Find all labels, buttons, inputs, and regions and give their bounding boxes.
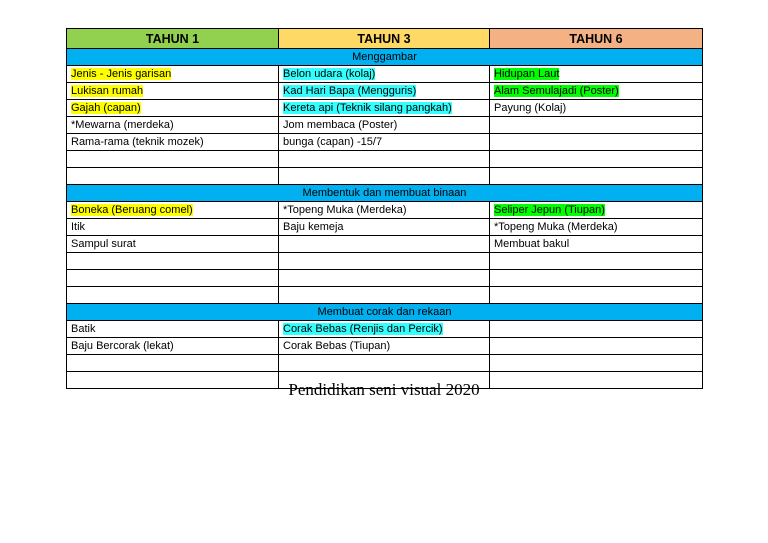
cell — [67, 66, 279, 83]
cell — [67, 270, 279, 287]
table-row — [67, 270, 703, 287]
cell — [67, 168, 279, 185]
cell-text: Alam Semulajadi (Poster) — [494, 85, 619, 97]
table-row — [67, 134, 703, 151]
cell — [279, 83, 490, 100]
cell — [490, 83, 703, 100]
cell-text: Seliper Jepun (Tiupan) — [494, 204, 605, 216]
cell-text: Corak Bebas (Renjis dan Percik) — [283, 323, 443, 335]
table-row — [67, 66, 703, 83]
cell — [67, 253, 279, 270]
cell: Baju Bercorak (lekat) — [67, 338, 279, 355]
lesson-plan-table — [66, 28, 703, 389]
section-title-membuat-corak: Membuat corak dan rekaan — [67, 304, 703, 321]
cell: *Topeng Muka (Merdeka) — [279, 202, 490, 219]
table-row — [67, 100, 703, 117]
cell: Jom membaca (Poster) — [279, 117, 490, 134]
cell — [490, 253, 703, 270]
cell — [67, 287, 279, 304]
table-row — [67, 236, 703, 253]
section-title-membentuk: Membentuk dan membuat binaan — [67, 185, 703, 202]
cell — [490, 134, 703, 151]
cell: Batik — [67, 321, 279, 338]
cell — [67, 100, 279, 117]
table-row — [67, 321, 703, 338]
table-row — [67, 168, 703, 185]
cell — [490, 151, 703, 168]
cell — [279, 355, 490, 372]
table-row — [67, 219, 703, 236]
cell — [490, 117, 703, 134]
cell — [490, 355, 703, 372]
cell — [67, 202, 279, 219]
cell-text: Belon udara (kolaj) — [283, 68, 376, 80]
cell: Rama-rama (teknik mozek) — [67, 134, 279, 151]
cell — [490, 287, 703, 304]
table-row — [67, 151, 703, 168]
cell-text: Hidupan Laut — [494, 68, 560, 80]
table-row — [67, 117, 703, 134]
header-row — [67, 29, 703, 49]
cell — [279, 253, 490, 270]
table-row — [67, 338, 703, 355]
header-tahun-1: TAHUN 1 — [67, 29, 279, 49]
table-row — [67, 287, 703, 304]
cell: Corak Bebas (Tiupan) — [279, 338, 490, 355]
header-tahun-6: TAHUN 6 — [490, 29, 703, 49]
cell — [490, 321, 703, 338]
cell: Baju kemeja — [279, 219, 490, 236]
cell: *Mewarna (merdeka) — [67, 117, 279, 134]
cell — [279, 168, 490, 185]
document-caption: Pendidikan seni visual 2020 — [288, 380, 480, 399]
cell-text: Kereta api (Teknik silang pangkah) — [283, 102, 452, 114]
cell — [279, 100, 490, 117]
section-title-menggambar: Menggambar — [67, 49, 703, 66]
table-row — [67, 355, 703, 372]
cell-text: Kad Hari Bapa (Mengguris) — [283, 85, 417, 97]
cell — [279, 66, 490, 83]
cell: bunga (capan) -15/7 — [279, 134, 490, 151]
cell — [490, 338, 703, 355]
cell: Payung (Kolaj) — [490, 100, 703, 117]
cell-text: Jenis - Jenis garisan — [71, 68, 172, 80]
cell — [67, 83, 279, 100]
cell — [490, 270, 703, 287]
cell — [490, 168, 703, 185]
table-row — [67, 253, 703, 270]
cell: *Topeng Muka (Merdeka) — [490, 219, 703, 236]
cell — [279, 287, 490, 304]
cell-text: Lukisan rumah — [71, 85, 144, 97]
cell — [279, 236, 490, 253]
cell — [490, 66, 703, 83]
cell-text: Boneka (Beruang comel) — [71, 204, 193, 216]
cell — [279, 270, 490, 287]
cell — [67, 355, 279, 372]
cell — [279, 151, 490, 168]
cell — [67, 151, 279, 168]
cell: Itik — [67, 219, 279, 236]
cell-text: Gajah (capan) — [71, 102, 141, 114]
table-row — [67, 83, 703, 100]
cell: Membuat bakul — [490, 236, 703, 253]
cell — [279, 321, 490, 338]
cell: Sampul surat — [67, 236, 279, 253]
table-row — [67, 202, 703, 219]
header-tahun-3: TAHUN 3 — [279, 29, 490, 49]
cell — [490, 202, 703, 219]
